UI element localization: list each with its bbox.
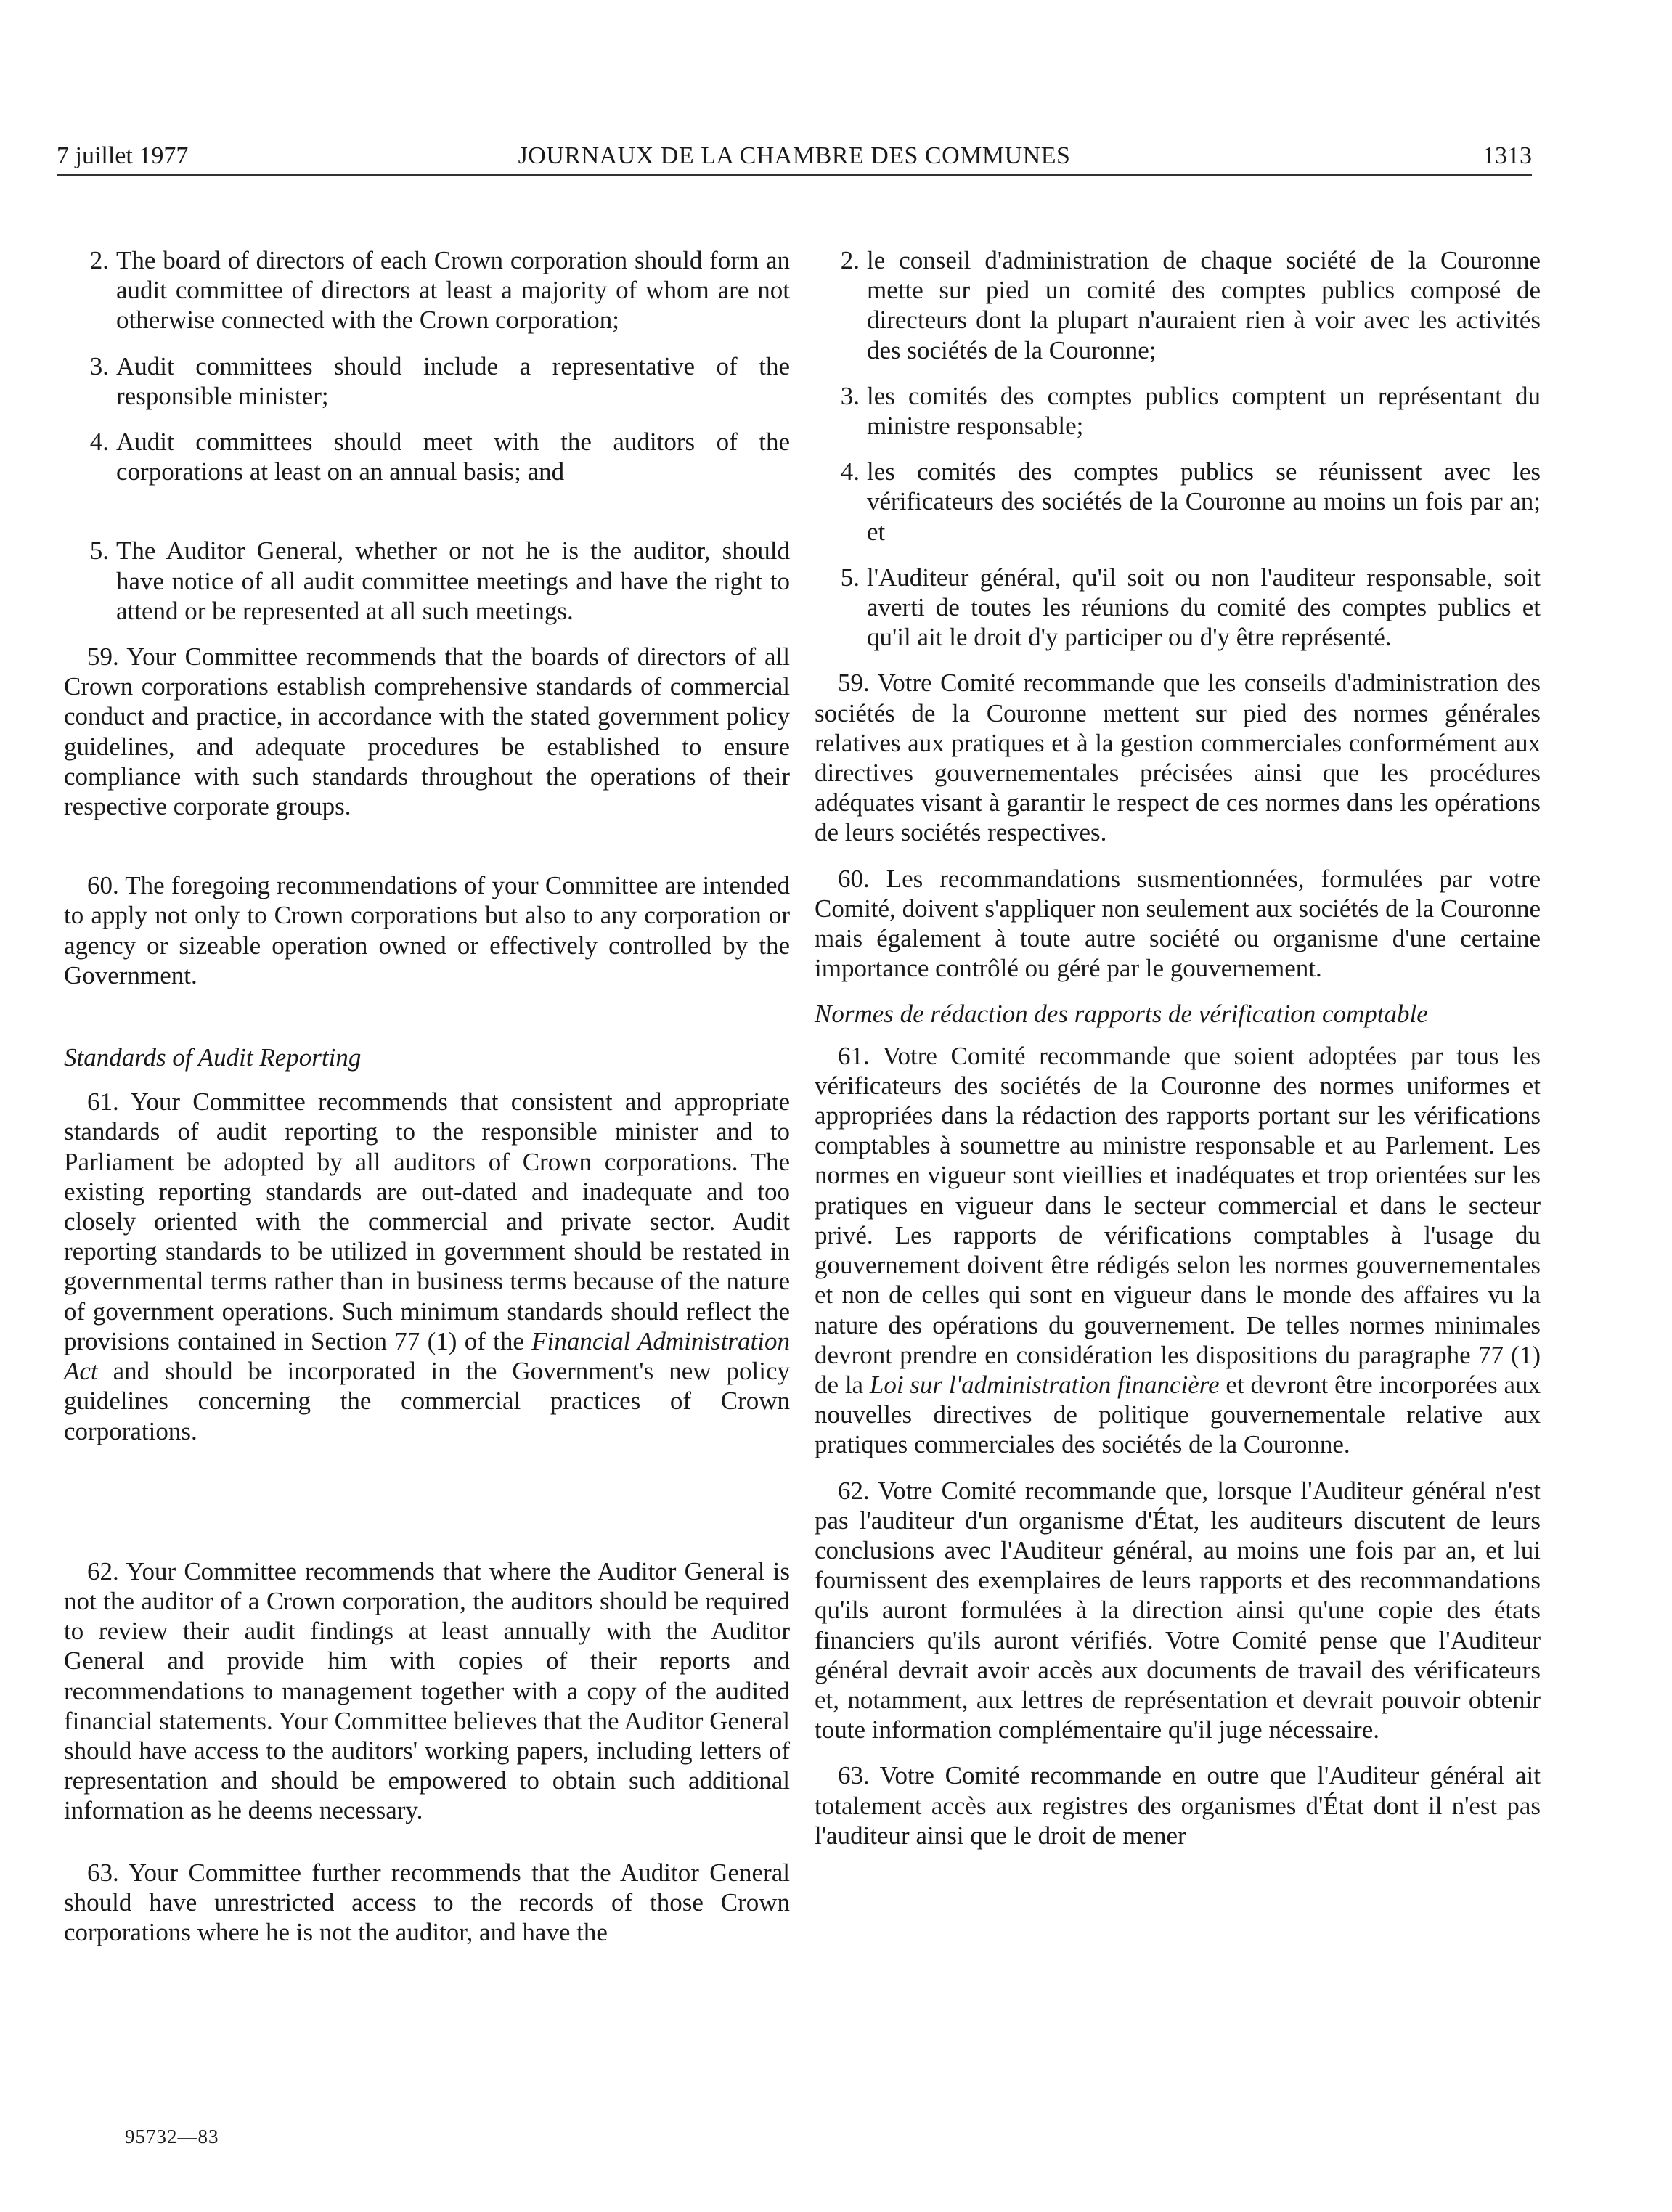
fr-item-2 bbox=[815, 245, 1541, 365]
en-item-number: 5. bbox=[89, 536, 109, 566]
en-item-number: 4. bbox=[89, 428, 109, 457]
fr-item-text: l'Auditeur général, qu'il soit ou non l'auditeur responsable, soit averti de toutes les réunions du comité des comptes publics et qu'il ait le droit d'y participer ou d'y être représenté. bbox=[867, 563, 1541, 652]
header-title: JOURNAUX DE LA CHAMBRE DES COMMUNES bbox=[518, 142, 1071, 169]
en-item-number: 3. bbox=[89, 351, 109, 380]
en-item-text: The board of directors of each Crown corporation should form an audit committee of directors at least a majority of whom are not otherwise connected with the Crown corporation; bbox=[116, 246, 790, 335]
en-item-text: Audit committees should include a representative of the responsible minister; bbox=[116, 351, 790, 410]
fr-p61-law-title: Loi sur l'administration financière bbox=[869, 1370, 1220, 1399]
fr-item-text: les comités des comptes publics comptent un représentant du ministre responsable; bbox=[867, 381, 1541, 441]
fr-paragraph-59: 59. Votre Comité recommande que les conseils d'administration des sociétés de la Couronne mettent sur pied des normes générales relatives aux pratiques et à la gestion commerciales conformément aux directives gouvernementales précisées ainsi que les procédures adéquates visant à garantir le respect de ces normes dans les opérations de leurs sociétés respectives. bbox=[815, 669, 1541, 847]
fr-item-3 bbox=[815, 381, 1541, 441]
fr-p61-text-a: 61. Votre Comité recommande que soient adoptées par tous les vérificateurs des sociétés de la Couronne des normes uniformes et appropriées dans la rédaction des rapports portant sur les vérifications comptables à soumettre au ministre responsable et au Parlement. Les normes en vigueur sont vieillies et inadéquates et trop orientées sur les pratiques en vigueur dans le secteur commercial et dans le secteur privé. Les rapports de vérifications comptables à l'usage du gouvernement doivent être rédigés selon les normes gouvernementales et non de celles qui sont en vigueur dans le monde des affaires vu la nature des opérations du gouvernement. De telles normes minimales devront prendre en considération les dispositions du paragraphe 77 (1) de la bbox=[815, 1041, 1541, 1399]
fr-item-5 bbox=[815, 563, 1541, 653]
fr-item-text: le conseil d'administration de chaque société de la Couronne mette sur pied un comité des comptes publics composé de directeurs dont la plupart n'auraient rien à voir avec les activités des sociétés de la Couronne; bbox=[867, 246, 1541, 364]
page-header bbox=[57, 142, 1532, 177]
en-paragraph-61 bbox=[64, 1087, 790, 1445]
en-paragraph-63: 63. Your Committee further recommends that the Auditor General should have unrestricted access to the records of those Crown corporations where he is not the auditor, and have the bbox=[64, 1858, 790, 1946]
french-column bbox=[815, 245, 1541, 1850]
en-item-4 bbox=[64, 427, 790, 486]
en-section-heading: Standards of Audit Reporting bbox=[64, 1043, 362, 1072]
en-p61-act-title: Financial Administration Act bbox=[64, 1326, 790, 1386]
fr-paragraph-60: 60. Les recommandations susmentionnées, formulées par votre Comité, doivent s'appliquer non seulement aux sociétés de la Couronne mais également à toute autre société ou organisme d'une certaine importance contrôlé ou géré par le gouvernement. bbox=[815, 864, 1541, 983]
en-item-number: 2. bbox=[89, 246, 109, 274]
en-item-text: Audit committees should meet with the auditors of the corporations at least on an annual basis; and bbox=[116, 428, 790, 486]
fr-item-4 bbox=[815, 457, 1541, 547]
fr-paragraph-62: 62. Votre Comité recommande que, lorsque l'Auditeur général n'est pas l'auditeur d'un organisme d'État, les auditeurs discutent de leurs conclusions avec l'Auditeur général, au moins une fois par an, et lui fournissent des exemplaires de leurs rapports et des recommandations qu'ils auront formulées à la direction ainsi qu'une copie des états financiers qu'ils auront vérifiés. Votre Comité pense que l'Auditeur général devrait avoir accès aux documents de travail des vérificateurs et, notamment, aux lettres de représentation et devrait pouvoir obtenir toute information complémentaire qu'il juge nécessaire. bbox=[815, 1476, 1541, 1744]
header-page-number: 1313 bbox=[1483, 142, 1532, 169]
fr-item-text: les comités des comptes publics se réunissent avec les vérificateurs des sociétés de la Couronne au moins un fois par an; et bbox=[867, 457, 1541, 546]
en-paragraph-59: 59. Your Committee recommends that the boards of directors of all Crown corporations establish comprehensive standards of commercial conduct and practice, in accordance with the stated government policy guidelines, and adequate procedures be established to ensure compliance with such standards throughout the operations of their respective corporate groups. bbox=[64, 642, 790, 821]
en-item-3 bbox=[64, 351, 790, 411]
en-paragraph-60: 60. The foregoing recommendations of your Committee are intended to apply not only to Crown corporations but also to any corporation or agency or sizeable operation owned or effectively controlled by the Government. bbox=[64, 871, 790, 989]
en-p61-text-b: and should be incorporated in the Government's new policy guidelines concerning the commercial practices of Crown corporations. bbox=[64, 1357, 790, 1445]
fr-paragraph-61 bbox=[815, 1041, 1541, 1460]
english-column bbox=[64, 245, 790, 1947]
fr-paragraph-63: 63. Votre Comité recommande en outre que l'Auditeur général ait totalement accès aux registres des organismes d'État dont il n'est pas l'auditeur ainsi que le droit de mener bbox=[815, 1761, 1541, 1850]
fr-p61-text-b: et devront être incorporées aux nouvelles directives de politique gouvernementale relative aux pratiques commerciales des sociétés de la Couronne. bbox=[815, 1370, 1541, 1459]
en-item-5 bbox=[64, 536, 790, 626]
fr-item-number: 3. bbox=[840, 381, 860, 410]
en-p61-text-a: 61. Your Committee recommends that consistent and appropriate standards of audit reporting to the responsible minister and to Parliament be adopted by all auditors of Crown corporations. The existing reporting standards are out-dated and inadequate and too closely oriented with the commercial and private sector. Audit reporting standards to be utilized in government should be restated in governmental terms rather than in business terms because of the nature of government operations. Such minimum standards should reflect the provisions contained in Section 77 (1) of the bbox=[64, 1087, 790, 1355]
en-paragraph-62: 62. Your Committee recommends that where the Auditor General is not the auditor of a Crown corporation, the auditors should be required to review their audit findings at least annually with the Auditor General and provide him with copies of their reports and recommendations to management together with a copy of the audited financial statements. Your Committee believes that the Auditor General should have access to the auditors' working papers, including letters of representation and should be empowered to obtain such additional information as he deems necessary. bbox=[64, 1556, 790, 1825]
header-date: 7 juillet 1977 bbox=[57, 142, 189, 169]
fr-item-number: 4. bbox=[840, 457, 860, 486]
header-rule bbox=[57, 174, 1532, 176]
en-item-2 bbox=[64, 245, 790, 335]
fr-item-number: 2. bbox=[840, 246, 860, 274]
en-item-text: The Auditor General, whether or not he is the auditor, should have notice of all audit committee meetings and have the right to attend or be represented at all such meetings. bbox=[116, 536, 790, 625]
fr-section-heading: Normes de rédaction des rapports de vérification comptable bbox=[815, 1000, 1428, 1029]
fr-item-number: 5. bbox=[840, 563, 860, 592]
footer-code: 95732—83 bbox=[125, 2126, 219, 2147]
